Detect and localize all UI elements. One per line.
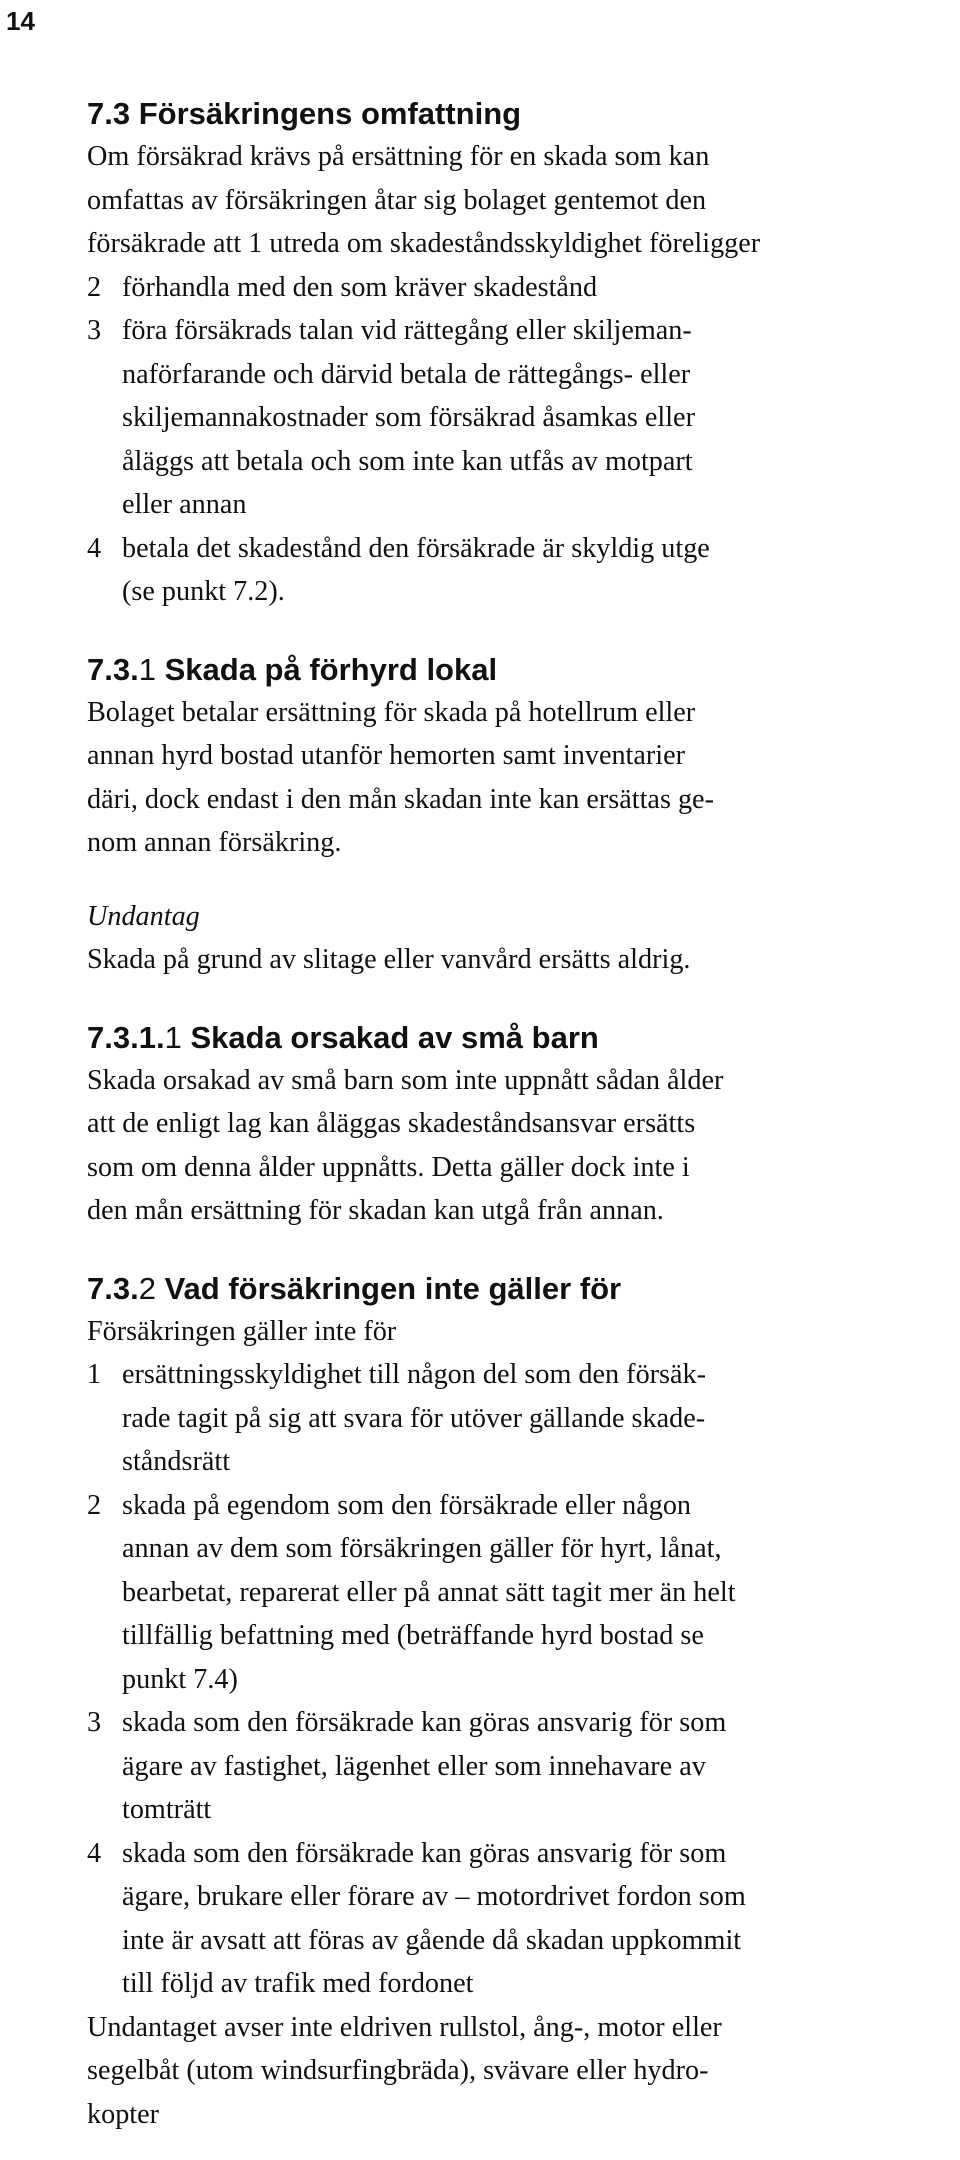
list-line: skada som den försäkrade kan göras ansvarig för som [122, 1837, 727, 1869]
list-item [87, 1353, 957, 1484]
list-line: tillfällig befattning med (beträffande hyrd bostad se [122, 1620, 704, 1651]
body-line: segelbåt (utom windsurfingbräda), svävare eller hydro- [87, 2055, 709, 2086]
list-line: till följd av trafik med fordonet [122, 1968, 474, 1999]
list-line: (se punkt 7.2). [122, 576, 285, 607]
body-line: annan hyrd bostad utanför hemorten samt inventarier [87, 740, 686, 771]
list-line: skada på egendom som den försäkrade eller någon [122, 1489, 692, 1521]
subsection-heading: 7.3.1 Skada på förhyrd lokal [87, 651, 498, 687]
list-line: bearbetat, reparerat eller på annat sätt tagit mer än helt [122, 1576, 736, 1608]
list-line: punkt 7.4) [122, 1663, 238, 1695]
list-line: skada som den försäkrade kan göras ansvarig för som [122, 1707, 727, 1738]
list-number: 2 [87, 1489, 102, 1521]
body-line: Om försäkrad krävs på ersättning för en skada som kan [87, 141, 710, 172]
body-line: försäkrade att 1 utreda om skadeståndsskyldighet föreligger [87, 228, 761, 259]
body-line: Undantaget avser inte eldriven rullstol, ång-, motor eller [87, 2011, 722, 2043]
list-line: naförfarande och därvid betala de rättegångs- eller [122, 358, 691, 390]
subsection-heading: 7.3.2 Vad försäkringen inte gäller för [87, 1270, 622, 1306]
list-number: 4 [87, 532, 102, 564]
list-line: inte är avsatt att föras av gående då skadan uppkommit [122, 1924, 742, 1956]
body-line: Bolaget betalar ersättning för skada på hotellrum eller [87, 696, 696, 728]
list-item [87, 527, 957, 614]
list-item [87, 309, 957, 527]
section-heading: 7.3 Försäkringens omfattning [87, 96, 522, 131]
body-line: Skada orsakad av små barn som inte uppnått sådan ålder [87, 1064, 724, 1096]
list-line: förhandla med den som kräver skadestånd [122, 271, 598, 303]
exception-label: Undantag [87, 900, 200, 932]
list-item [87, 1832, 957, 2006]
section-7-3-1-1 [87, 1016, 957, 1233]
exception-text: Skada på grund av slitage eller vanvård ersätts aldrig. [87, 944, 691, 975]
list-line: ståndsrätt [122, 1446, 231, 1477]
list-line: föra försäkrads talan vid rättegång eller skiljeman- [122, 315, 692, 346]
body-line: att de enligt lag kan åläggas skadeståndsansvar ersätts [87, 1108, 696, 1139]
page-number: 14 [6, 6, 35, 36]
list-line: ersättningsskyldighet till någon del som den försäk- [122, 1359, 707, 1390]
list-item [87, 1701, 957, 1832]
list-number: 1 [87, 1359, 102, 1390]
list-line: betala det skadestånd den försäkrade är skyldig utge [122, 532, 710, 564]
list-number: 3 [87, 1707, 102, 1738]
list-number: 3 [87, 315, 102, 346]
list-line: tomträtt [122, 1794, 212, 1825]
list-item [87, 1484, 957, 1702]
body-line: nom annan försäkring. [87, 827, 342, 858]
list-line: ägare, brukare eller förare av – motordrivet fordon som [122, 1881, 746, 1912]
body-line: som om denna ålder uppnåtts. Detta gäller dock inte i [87, 1151, 690, 1183]
list-line: annan av dem som försäkringen gäller för hyrt, lånat, [122, 1533, 722, 1564]
list-line: ägare av fastighet, lägenhet eller som innehavare av [122, 1750, 706, 1782]
body-line: Försäkringen gäller inte för [87, 1315, 397, 1347]
list-line: eller annan [122, 489, 247, 520]
body-line: omfattas av försäkringen åtar sig bolaget gentemot den [87, 184, 707, 216]
body-line: däri, dock endast i den mån skadan inte kan ersättas ge- [87, 783, 714, 815]
list-number: 2 [87, 271, 102, 303]
body-line: den mån ersättning för skadan kan utgå från annan. [87, 1195, 664, 1226]
list-line: rade tagit på sig att svara för utöver gällande skade- [122, 1402, 706, 1434]
subsection-heading: 7.3.1.1 Skada orsakad av små barn [87, 1019, 599, 1055]
page-content [87, 92, 957, 2136]
list-line: skiljemannakostnader som försäkrad åsamkas eller [122, 402, 695, 433]
section-7-3-2 [87, 1267, 957, 2137]
list-item [87, 266, 957, 310]
section-7-3 [87, 92, 957, 614]
list-number: 4 [87, 1837, 102, 1869]
list-line: åläggs att betala och som inte kan utfås av motpart [122, 445, 693, 477]
body-line: kopter [87, 2098, 160, 2130]
section-7-3-1 [87, 648, 957, 982]
